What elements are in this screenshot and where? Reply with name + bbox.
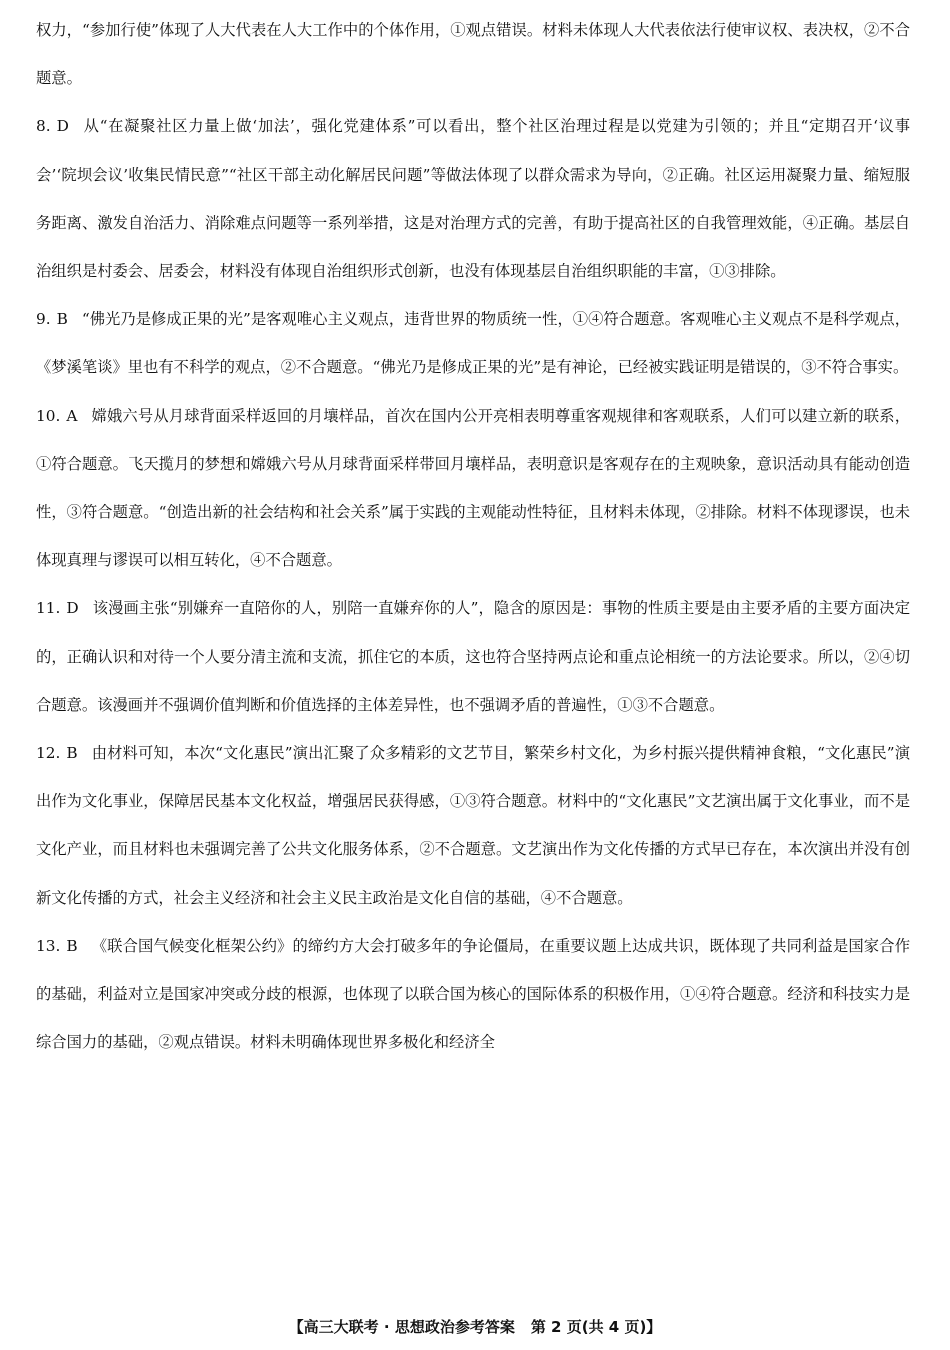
item-answer: B xyxy=(56,310,68,329)
answer-content xyxy=(36,6,910,1066)
item-answer: B xyxy=(66,744,78,763)
item-answer: A xyxy=(66,406,78,425)
item-explanation: 该漫画主张“别嫌弃一直陪你的人，别陪一直嫌弃你的人”，隐含的原因是：事物的性质主要是由主要矛盾的主要方面决定的，正确认识和对待一个人要分清主流和支流，抓住它的本质，这也符合坚持两点论和重点论相统一的方法论要求。所以，②④切合题意。该漫画并不强调价值判断和价值选择的主体差异性，也不强调矛盾的普遍性，①③不合题意。 xyxy=(36,599,910,714)
item-number: 12. xyxy=(36,744,61,763)
footer-page-number: 第 2 页(共 4 页)】 xyxy=(530,1318,662,1336)
answer-item-13 xyxy=(36,922,910,1067)
intro-paragraph: 权力，“参加行使”体现了人大代表在人大工作中的个体作用，①观点错误。材料未体现人大代表依法行使审议权、表决权，②不合题意。 xyxy=(36,21,910,88)
answer-item-12 xyxy=(36,729,910,922)
item-explanation: 从“在凝聚社区力量上做‘加法’，强化党建体系”可以看出，整个社区治理过程是以党建为引领的；并且“定期召开‘议事会’‘院坝会议’收集民情民意”“社区干部主动化解居民问题”等做法体现了以群众需求为导向，②正确。社区运用凝聚力量、缩短服务距离、激发自治活力、消除难点问题等一系列举措，这是对治理方式的完善，有助于提高社区的自我管理效能，④正确。基层自治组织是村委会、居委会，材料没有体现自治组织形式创新，也没有体现基层自治组织职能的丰富，①③排除。 xyxy=(36,117,910,281)
item-explanation: 嫦娥六号从月球背面采样返回的月壤样品，首次在国内公开亮相表明尊重客观规律和客观联系，人们可以建立新的联系，①符合题意。飞天揽月的梦想和嫦娥六号从月球背面采样带回月壤样品，表明意识是客观存在的主观映象，意识活动具有能动创造性，③符合题意。“创造出新的社会结构和社会关系”属于实践的主观能动性特征，且材料未体现，②排除。材料不体现谬误，也未体现真理与谬误可以相互转化，④不合题意。 xyxy=(36,406,910,570)
item-explanation: 《联合国气候变化框架公约》的缔约方大会打破多年的争论僵局，在重要议题上达成共识，既体现了共同利益是国家合作的基础，利益对立是国家冲突或分歧的根源，也体现了以联合国为核心的国际体系的积极作用，①④符合题意。经济和科技实力是综合国力的基础，②观点错误。材料未明确体现世界多极化和经济全 xyxy=(36,936,910,1052)
item-number: 10. xyxy=(36,406,61,425)
item-explanation: 由材料可知，本次“文化惠民”演出汇聚了众多精彩的文艺节目，繁荣乡村文化，为乡村振兴提供精神食粮，“文化惠民”演出作为文化事业，保障居民基本文化权益，增强居民获得感，①③符合题意。材料中的“文化惠民”文艺演出属于文化事业，而不是文化产业，而且材料也未强调完善了公共文化服务体系，②不合题意。文艺演出作为文化传播的方式早已存在，本次演出并没有创新文化传播的方式，社会主义经济和社会主义民主政治是文化自信的基础，④不合题意。 xyxy=(36,744,910,907)
item-number: 11. xyxy=(36,599,61,618)
answer-item-10 xyxy=(36,392,910,585)
item-answer: D xyxy=(66,599,79,618)
answer-item-9 xyxy=(36,295,910,391)
answer-item-8 xyxy=(36,102,910,295)
item-explanation: “佛光乃是修成正果的光”是客观唯心主义观点，违背世界的物质统一性，①④符合题意。客观唯心主义观点不是科学观点，《梦溪笔谈》里也有不科学的观点，②不合题意。“佛光乃是修成正果的光”是有神论，已经被实践证明是错误的，③不符合事实。 xyxy=(36,310,910,377)
item-number: 9. xyxy=(36,310,51,329)
item-number: 13. xyxy=(36,936,61,955)
item-number: 8. xyxy=(36,117,51,136)
item-answer: D xyxy=(56,117,69,136)
item-answer: B xyxy=(66,936,78,955)
page-footer xyxy=(0,1316,950,1337)
answer-item-11 xyxy=(36,584,910,729)
footer-title: 【高三大联考 · 思想政治参考答案 xyxy=(288,1318,515,1336)
